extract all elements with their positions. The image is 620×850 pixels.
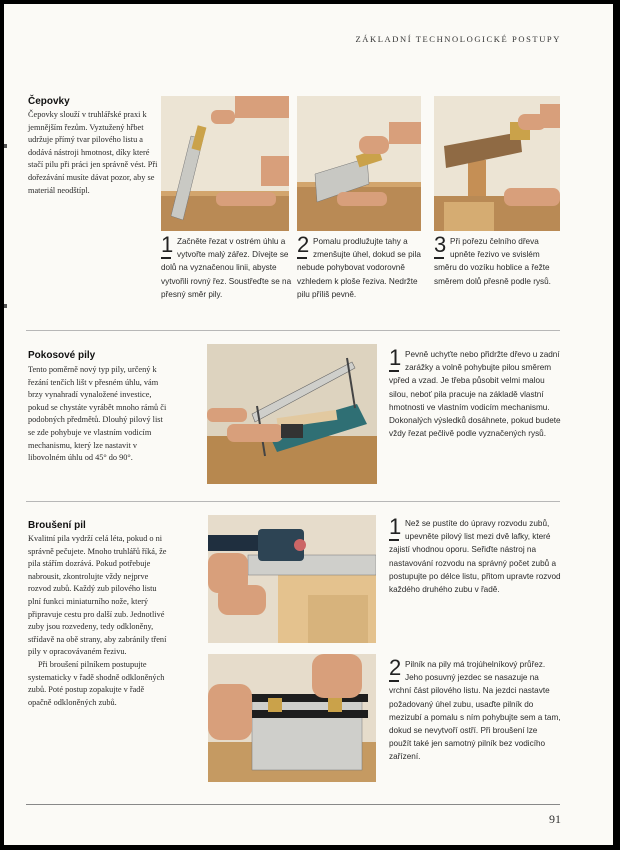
step-number: 1 [389,514,402,539]
step-cepovky-1 [161,232,293,301]
photo-mitre-saw [207,344,377,484]
section-title-pokosove: Pokosové pily [28,350,96,361]
step-text: Pevně uchyťte nebo přidržte dřevo u zadní zarážky a volně pohybujte pilou směrem vpřed a vzad. Je třeba působit velmi malou silou, neboť pila pracuje na základě vlastní hmotnosti ve vlastním vodicím mechanismu. Dokonalých výsledků dosáhnete, pokud budete vždy řezat pečlivě podle vyznačených rysů. [389,350,561,439]
photo-saw-set-tool [208,515,376,643]
running-header: ZÁKLADNÍ TECHNOLOGICKÉ POSTUPY [355,34,561,44]
section-text-brouseni: Kvalitní pila vydrží celá léta, pokud o ni správně pečujete. Mnoho truhlářů říká, že pila stářím dozrává. Pokud potřebuje nabrousit, zkontrolujte vždy nejprve rozvod zubů. Každý zub pilového listu plní funkci miniaturního nože, který připravuje cestu pro další zub. Jednotlivé zuby jsou rozvedeny, tedy odkloněny, střídavě na obě strany, aby zabránily tření pily v opracovávaném řezivu. Při broušení pilníkem postupujte systematicky v řadě shodně odkloněných zubů. Poté postup zopakujte v řadě opačně odkloněných zubů. [28,534,167,707]
step-text: Při pořezu čelního dřeva upněte řezivo ve svislém směru do vozíku hoblice a řežte směrem dolů přesně podle rysů. [434,237,551,286]
photo-tenon-saw-step-1 [161,96,289,231]
section-title-cepovky: Čepovky [28,96,70,107]
step-number: 1 [389,345,402,370]
margin-mark [4,144,7,148]
step-text: Pilník na pily má trojúhelníkový průřez. Jeho posuvný jezdec se nasazuje na vrchní část pilového listu. Na jezdci nastavte požadovaný úhel zubu, usaďte pilník do mezizubí a pomalu s ním pohybujte sem a tam, dokud se nevytvoří ostří. Při broušení lze použít také jen samotný pilník bez vodicího zařízení. [389,660,561,762]
step-number: 2 [297,232,310,257]
step-brouseni-2 [389,655,561,764]
section-text-cepovky: Čepovky slouží v truhlářské praxi k jemnějším řezům. Vyztužený hřbet udržuje přímý tvar pilového listu a dodává nástroji hmotnost, díky které stačí pilu při práci jen správně vést. Při dořezávání musíte dávat pozor, aby se materiál neodštípl. [28,110,158,195]
step-cepovky-2 [297,232,425,301]
section-title-brouseni: Broušení pil [28,520,86,531]
step-brouseni-1 [389,514,561,596]
step-text: Než se pustíte do úpravy rozvodu zubů, upevněte pilový list mezi dvě lafky, které zajistí vhodnou oporu. Seřiďte nástroj na nastavování rozvodu na správný počet zubů a postupujte po délce listu, přitom upravte rozvod každého druhého zubu v řadě. [389,519,561,595]
photo-saw-file [208,654,376,782]
page-number: 91 [549,812,561,826]
step-text: Pomalu prodlužujte tahy a zmenšujte úhel, dokud se pila nebude pohybovat vodorovně vzhledem k ploše řeziva. Nedržte pilu příliš pevně. [297,237,421,299]
step-cepovky-3 [434,232,560,288]
step-number: 1 [161,232,174,257]
page [4,4,613,845]
footer-rule [26,804,560,805]
step-pokosove-1 [389,345,561,440]
step-number: 2 [389,655,402,680]
section-divider [26,501,560,502]
photo-tenon-saw-step-2 [297,96,421,231]
section-divider [26,330,560,331]
photo-tenon-saw-step-3 [434,96,560,231]
step-text: Začněte řezat v ostrém úhlu a vytvořte malý zářez. Dívejte se dolů na vyznačenou linii, abyste vytvořili rovný řez. Soustřeďte se na přesný směr pily. [161,237,292,299]
step-number: 3 [434,232,447,257]
margin-mark [4,304,7,308]
section-text-pokosove: Tento poměrně nový typ pily, určený k řezání tenčích lišt v přesném úhlu, vám brzy vynahradí vynaložené investice, pokud se chystáte vyrábět mnoho rámů či podobných předmětů. Dlouhý pilový list se zde pohybuje ve vlastním vodicím mechanismu, který lze nastavit v libovolném úhlu od 45° do 90°. [28,365,167,463]
